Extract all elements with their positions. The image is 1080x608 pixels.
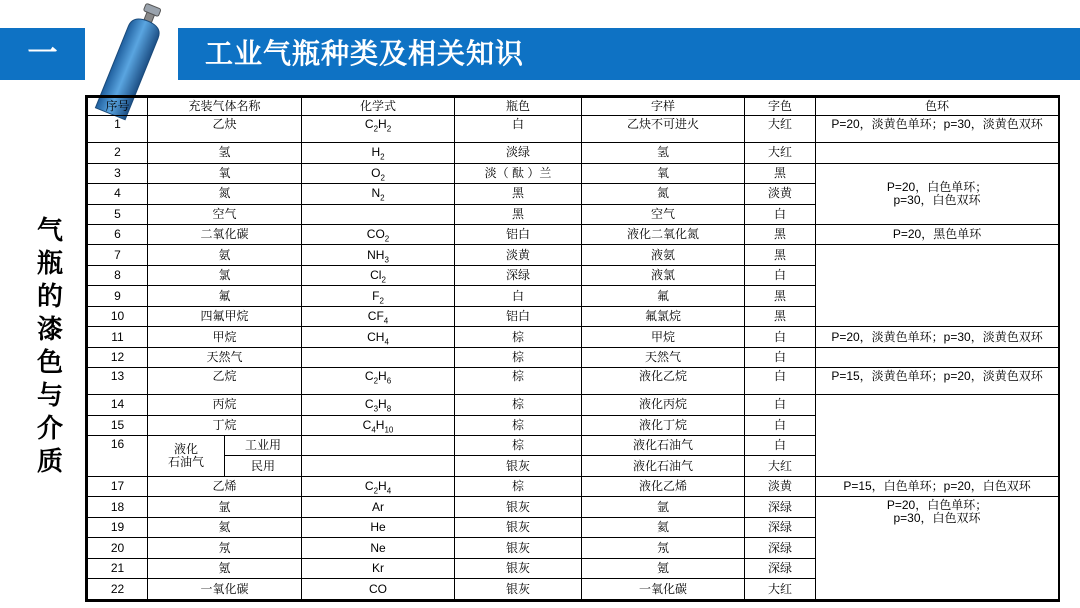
table-header-row (88, 98, 1059, 116)
cell-no: 20 (88, 538, 148, 558)
cell-formula: $C_4H_{10}$ (302, 415, 455, 435)
cell-text: 乙炔不可进火 (582, 116, 745, 143)
cell-formula: $C_3H_8$ (302, 395, 455, 415)
cell-text-color: 淡黄 (745, 476, 816, 496)
cell-gas: 天然气 (148, 347, 302, 367)
cell-use: 工业用 (225, 435, 302, 455)
cell-text: 氟 (582, 286, 745, 306)
cell-formula (302, 204, 455, 224)
cell-ring: P=20，黑色单环 (816, 225, 1059, 245)
cell-text-color: 大红 (745, 116, 816, 143)
cell-bottle-color: 棕 (455, 415, 582, 435)
cell-ring: P=15，白色单环；p=20，白色双环 (816, 476, 1059, 496)
cell-ring: P=20，淡黄色单环；p=30，淡黄色双环 (816, 327, 1059, 347)
cell-bottle-color: 白 (455, 286, 582, 306)
cell-text-color: 深绿 (745, 558, 816, 578)
side-title (30, 215, 70, 479)
header-text: 字样 (582, 98, 745, 116)
cell-gas: 氦 (148, 517, 302, 537)
cell-text: 液化丙烷 (582, 395, 745, 415)
cell-text: 氧 (582, 163, 745, 183)
cell-text-color: 黑 (745, 225, 816, 245)
cell-text: 氩 (582, 497, 745, 517)
cylinder-color-table (85, 95, 1060, 602)
cell-ring: P=20，淡黄色单环；p=30，淡黄色双环 (816, 116, 1059, 143)
cell-gas: 液化 石油气 (148, 435, 225, 476)
cell-bottle-color: 淡黄 (455, 245, 582, 265)
cell-formula (302, 456, 455, 476)
cell-bottle-color: 白 (455, 116, 582, 143)
cell-gas: 空气 (148, 204, 302, 224)
cell-bottle-color: 淡（ 酞 ）兰 (455, 163, 582, 183)
cell-formula: $NH_3$ (302, 245, 455, 265)
side-title-char: 气 (36, 216, 63, 246)
cell-no: 6 (88, 225, 148, 245)
cell-bottle-color: 淡绿 (455, 143, 582, 163)
cell-text: 液氯 (582, 265, 745, 285)
side-title-char: 的 (36, 282, 63, 312)
cell-bottle-color: 银灰 (455, 517, 582, 537)
cell-formula: Ne (302, 538, 455, 558)
cell-no: 11 (88, 327, 148, 347)
cell-formula: $O_2$ (302, 163, 455, 183)
cell-gas: 氪 (148, 558, 302, 578)
cell-text: 天然气 (582, 347, 745, 367)
cell-no: 22 (88, 579, 148, 600)
cell-text: 液化石油气 (582, 435, 745, 455)
cell-formula: $C_2H_6$ (302, 368, 455, 395)
cell-gas: 氢 (148, 143, 302, 163)
cell-gas: 乙烯 (148, 476, 302, 496)
cell-formula (302, 435, 455, 455)
cell-text-color: 白 (745, 415, 816, 435)
table-row (88, 327, 1059, 347)
cell-gas: 氖 (148, 538, 302, 558)
cell-text-color: 大红 (745, 143, 816, 163)
cell-no: 12 (88, 347, 148, 367)
cell-no: 18 (88, 497, 148, 517)
cell-ring-empty (816, 395, 1059, 477)
table-row (88, 143, 1059, 163)
cell-ring-empty (816, 143, 1059, 163)
cell-ring: P=20，白色单环； p=30，白色双环 (816, 163, 1059, 224)
cell-formula: $Cl_2$ (302, 265, 455, 285)
side-title-char: 色 (36, 348, 63, 378)
cell-text: 氮 (582, 184, 745, 204)
cell-text-color: 淡黄 (745, 184, 816, 204)
cell-no: 4 (88, 184, 148, 204)
cell-no: 9 (88, 286, 148, 306)
cell-formula: $F_2$ (302, 286, 455, 306)
cell-no: 13 (88, 368, 148, 395)
cell-formula: $H_2$ (302, 143, 455, 163)
cell-no: 8 (88, 265, 148, 285)
table-row (88, 116, 1059, 143)
cell-formula: $CO_2$ (302, 225, 455, 245)
cell-bottle-color: 棕 (455, 476, 582, 496)
cell-text: 氪 (582, 558, 745, 578)
cell-bottle-color: 深绿 (455, 265, 582, 285)
header-no: 序号 (88, 98, 148, 116)
cell-no: 15 (88, 415, 148, 435)
cell-gas: 氮 (148, 184, 302, 204)
cell-text: 氖 (582, 538, 745, 558)
cell-text-color: 白 (745, 395, 816, 415)
cell-gas: 二氧化碳 (148, 225, 302, 245)
cell-no: 7 (88, 245, 148, 265)
header-ring: 色环 (816, 98, 1059, 116)
cell-text-color: 白 (745, 327, 816, 347)
cell-bottle-color: 棕 (455, 395, 582, 415)
table-row (88, 368, 1059, 395)
side-title-char: 质 (36, 447, 63, 477)
cell-text-color: 深绿 (745, 497, 816, 517)
cell-gas: 氨 (148, 245, 302, 265)
cell-no: 3 (88, 163, 148, 183)
cell-formula: $C_2H_2$ (302, 116, 455, 143)
cell-gas: 氟 (148, 286, 302, 306)
cell-bottle-color: 银灰 (455, 579, 582, 600)
cell-bottle-color: 银灰 (455, 456, 582, 476)
side-title-char: 漆 (36, 315, 63, 345)
cell-no: 2 (88, 143, 148, 163)
header-formula: 化学式 (302, 98, 455, 116)
cell-formula: $C_2H_4$ (302, 476, 455, 496)
cell-ring-empty (816, 347, 1059, 367)
cell-text-color: 黑 (745, 306, 816, 326)
cell-no: 21 (88, 558, 148, 578)
cell-ring: P=20，白色单环； p=30，白色双环 (816, 497, 1059, 600)
cell-bottle-color: 黑 (455, 204, 582, 224)
header-bottle-color: 瓶色 (455, 98, 582, 116)
cell-formula: $CF_4$ (302, 306, 455, 326)
cell-bottle-color: 银灰 (455, 538, 582, 558)
cell-formula: CO (302, 579, 455, 600)
cell-no: 19 (88, 517, 148, 537)
cell-text-color: 深绿 (745, 538, 816, 558)
cell-bottle-color: 棕 (455, 435, 582, 455)
cell-formula: $N_2$ (302, 184, 455, 204)
cell-no: 5 (88, 204, 148, 224)
cell-text-color: 白 (745, 368, 816, 395)
cell-no: 1 (88, 116, 148, 143)
cell-text: 空气 (582, 204, 745, 224)
cell-text: 液化二氧化氮 (582, 225, 745, 245)
cell-bottle-color: 棕 (455, 368, 582, 395)
cell-gas: 甲烷 (148, 327, 302, 347)
cell-use: 民用 (225, 456, 302, 476)
header-text-color: 字色 (745, 98, 816, 116)
side-title-char: 瓶 (36, 249, 63, 279)
cell-bottle-color: 黑 (455, 184, 582, 204)
cell-text: 液化乙烯 (582, 476, 745, 496)
cell-text: 液化石油气 (582, 456, 745, 476)
table-row (88, 245, 1059, 265)
side-title-char: 介 (36, 414, 63, 444)
header-gas: 充装气体名称 (148, 98, 302, 116)
cell-text-color: 黑 (745, 245, 816, 265)
section-number: 一 (27, 36, 58, 71)
cell-text: 氦 (582, 517, 745, 537)
table-row (88, 395, 1059, 415)
table-row (88, 163, 1059, 183)
cell-text-color: 白 (745, 435, 816, 455)
cell-text: 氟氯烷 (582, 306, 745, 326)
cell-text: 氢 (582, 143, 745, 163)
cell-gas: 氧 (148, 163, 302, 183)
cell-gas: 氩 (148, 497, 302, 517)
cell-text: 一氧化碳 (582, 579, 745, 600)
cell-ring: P=15，淡黄色单环；p=20，淡黄色双环 (816, 368, 1059, 395)
page-title: 工业气瓶种类及相关知识 (205, 37, 525, 70)
cell-gas: 丁烷 (148, 415, 302, 435)
cell-gas: 氯 (148, 265, 302, 285)
cell-text-color: 黑 (745, 163, 816, 183)
cell-text-color: 大红 (745, 456, 816, 476)
cell-formula (302, 347, 455, 367)
cell-text: 液化乙烷 (582, 368, 745, 395)
cell-text-color: 大红 (745, 579, 816, 600)
cell-text-color: 黑 (745, 286, 816, 306)
cell-no: 17 (88, 476, 148, 496)
cell-text: 液氨 (582, 245, 745, 265)
table-row (88, 347, 1059, 367)
cell-no: 14 (88, 395, 148, 415)
side-title-char: 与 (36, 381, 63, 411)
cell-gas: 乙炔 (148, 116, 302, 143)
table-row (88, 476, 1059, 496)
cell-bottle-color: 银灰 (455, 558, 582, 578)
cell-bottle-color: 棕 (455, 327, 582, 347)
cell-text-color: 深绿 (745, 517, 816, 537)
cell-gas: 一氧化碳 (148, 579, 302, 600)
cell-text: 液化丁烷 (582, 415, 745, 435)
cell-formula: $CH_4$ (302, 327, 455, 347)
cell-text-color: 白 (745, 347, 816, 367)
cell-gas: 乙烷 (148, 368, 302, 395)
cell-gas: 四氟甲烷 (148, 306, 302, 326)
table-row (88, 225, 1059, 245)
cell-formula: Ar (302, 497, 455, 517)
cell-no: 16 (88, 435, 148, 476)
cell-bottle-color: 棕 (455, 347, 582, 367)
cell-text-color: 白 (745, 265, 816, 285)
cell-no: 10 (88, 306, 148, 326)
cell-ring-empty (816, 245, 1059, 327)
cell-text-color: 白 (745, 204, 816, 224)
cell-formula: He (302, 517, 455, 537)
cell-gas: 丙烷 (148, 395, 302, 415)
cell-bottle-color: 铝白 (455, 225, 582, 245)
table-row (88, 497, 1059, 517)
cell-bottle-color: 铝白 (455, 306, 582, 326)
cell-text: 甲烷 (582, 327, 745, 347)
cell-formula: Kr (302, 558, 455, 578)
cell-bottle-color: 银灰 (455, 497, 582, 517)
